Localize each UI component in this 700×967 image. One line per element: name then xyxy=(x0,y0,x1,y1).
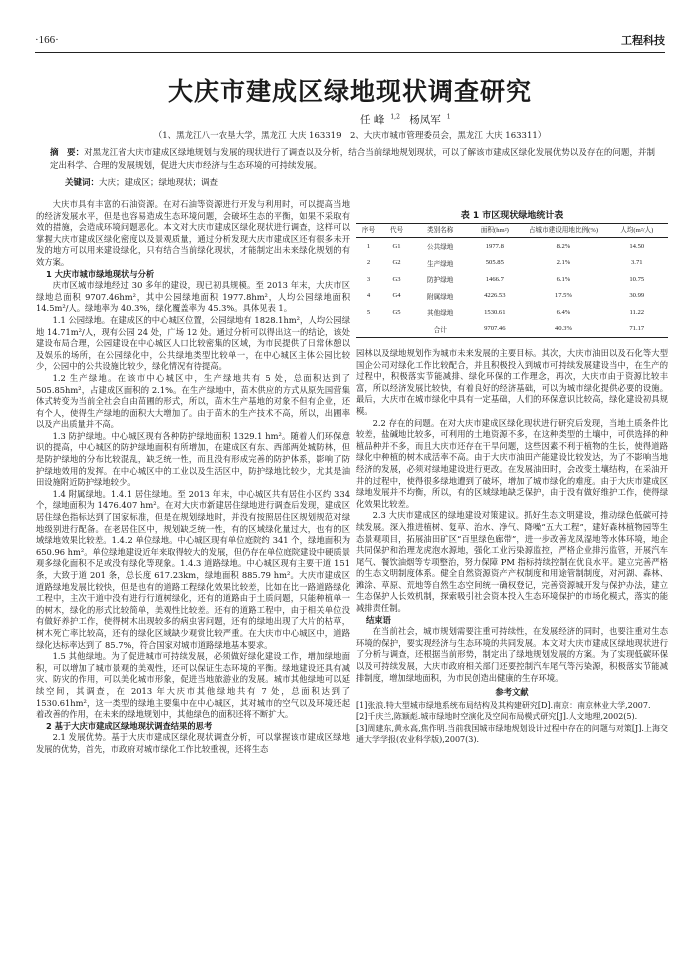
col-header: 类别名称 xyxy=(427,227,454,234)
body-paragraph: 庆市区城市绿地经过 30 多年的建设，现已初具规模。至 2013 年末，大庆市区绿地总面积 9707.46hm²，其中公园绿地面积 1977.8hm²，人均公园绿地面积 14.5m²/人。绿地率为 40.3%，绿化覆盖率为 45.3%。具体见表 1。 xyxy=(36,280,350,314)
references xyxy=(356,687,668,745)
col-header: 代号 xyxy=(389,227,404,234)
affiliation: （1、黑龙江八一农垦大学，黑龙江 大庆 163319 2、大庆市城市管理委员会，黑龙江 大庆 163311） xyxy=(153,131,547,141)
body-paragraph: 大庆市具有丰富的石油资源。在对石油等资源进行开发与利用时，可以提高当地的经济发展水平，但是也容易造成生态环境问题，会破坏生态的平衡，如果不采取有效的措施，会造成环境问题恶化。本文对大庆市建成区绿化现状进行调查，这样可以掌握大庆市建成区绿化密度以及景观质量，通过分析发现大庆市建成区还有很多未开发的地方可以用来建设绿化，只有结合当前绿化现状，才能制定出未来绿化规划的有效方案。 xyxy=(36,199,350,267)
section-heading: 2 基于大庆市建成区绿地现状调查结果的思考 xyxy=(45,720,213,731)
body-paragraph: 1.5 其他绿地。为了促进城市可持续发展，必须做好绿化建设工作，增加绿地面积，可以增加了城市景观的美观性，还可以保证生态环境的平衡。绿地建设还具有减灾、防灾的作用，可以美化城市形象，促进当地旅游业的发展。城市其他绿地可以延续空间，其调查，在 2013 年大庆市其他绿地共有 7 处，总面积达到了 1530.61hm²，这一类型的绿地主要集中在中心城区，其对城市的空气以及环境还起着改善的作用，在未来的绿地规划中，其他绿色的面积还将不断扩大。 xyxy=(36,651,350,720)
left-column xyxy=(36,199,350,756)
table-total-row: 合计 9707.46 40.3% 71.17 xyxy=(356,321,668,338)
body-paragraph: 2.1 发展优势。基于大庆市建成区绿化现状调查分析，可以掌握该市建成区绿地发展的优势，首先，市政府对城市绿化工作比较重视，还将生态 xyxy=(36,732,350,754)
table-row: 5 G5 其他绿地 1530.61 6.4% 11.22 xyxy=(366,308,645,318)
body-paragraph: 2.3 大庆市建成区的绿地建设对策建议。抓好生态文明建设，推动绿色低碳可持续发展。深入推进植树、复草、治水、净气、降噪“五大工程”，建好森林植物园等生态景观项目，拓展油田矿区“百里绿色廊带”，进一步改善龙凤湿地等水体环境，地企共同保护和治理龙虎泡水源地，强化工业污染源监控，严格企业排污监管，开展汽车尾气、餐饮油烟等专项整治，努力保障 PM 指标持续控制在优良水平。建立完善严格的生态文明制度体系。健全自然资源资产产权制度和用途管制制度，对河湖、森林、滩涂、草原、荒地等自然生态空间统一确权登记，完善资源城开发与保护办法，建立生态保护人长效机制，探索吸引社会资本投入生态环境保护的市场化模式，落实的能减排责任制。 xyxy=(356,510,668,614)
reference-item: [1]张浪.特大型城市绿地系统布局结构及其构建研究[D].南京：南京林业大学,2007. xyxy=(356,700,651,710)
author-2: 杨凤军 $^1$ xyxy=(409,113,451,126)
table-1 xyxy=(356,208,668,338)
body-paragraph: 1.3 防护绿地。中心城区现有各种防护绿地面积 1329.1 hm²。随着人们环保意识的提高，中心城区的防护绿地面积有所增加，在建成区有东、西部两处城防林，但是防护绿地的分布比较混乱，缺乏统一性，而且没有形成完善的防护体系，影响了防护绿地效用的发挥。在中心城区中的工业以及生活区中，防护绿地比较少，尤其是油田设施附近防护绿地较少。 xyxy=(36,430,350,488)
keywords-label: 关键词： xyxy=(65,178,100,188)
paper-title: 大庆市建成区绿地现状调查研究 xyxy=(167,77,532,106)
section-heading: 结束语 xyxy=(365,614,391,625)
references-title: 参考文献 xyxy=(495,687,529,698)
body-paragraph: 园林以及绿地规划作为城市未来发展的主要目标。其次，大庆市油田以及石化等大型国企公司对绿化工作比较配合，并且积极投入到城市可持续发展建设当中，在生产的过程中，积极落实节能减排、绿化环保的工作理念，再次，大庆市由于资源比较丰富，所以经济发展比较快，有着良好的经济基础，可以为城市绿化提供必要的设施。最后，大庆市在城市绿化中具有一定基础，人们的环保意识比较高，绿化建设初具规模。 xyxy=(356,348,668,416)
body-paragraph: 1.2 生产绿地。在该市中心城区中，生产绿地共有 5 处，总面积达到了 505.85hm²，占建成区面积的 2.1%。在生产绿地中，苗木供应的方式从原先国营集体式转变为当前全社会自由苗圃的形式，所以，苗木生产基地的对象不但有企业，还有个人，使得生产绿地的面积大大增加了。由于苗木的生产技术不高，所以，出圃率以及产出质量并不高。 xyxy=(36,372,350,430)
table-row: 3 G3 防护绿地 1466.7 6.1% 10.75 xyxy=(366,275,645,285)
reference-item: [2]千庆兰,陈颖彪.城市绿地时空演化及空间布局模式研究[J].人文地理,2002(5). xyxy=(356,712,638,722)
abstract-label: 摘 要： xyxy=(50,148,85,158)
abstract-text: 对黑龙江省大庆市建成区绿地规划与发展的现状进行了调查以及分析，结合当前绿地规划现状，可以了解该市建成区绿化发展优势以及存在的问题，并制定出科学、合理的发展规划，促进大庆市经济与生态环境的可持续发展。 xyxy=(50,148,655,171)
body-paragraph: 2.2 存在的问题。在对大庆市建成区绿化现状进行研究后发现，当地土质条件比较差，盐碱地比较多，可利用的土地资源不多，在这种类型的土壤中，可供选择的种植品种并不多，而且大庆市还存在干旱问题，这些因素不利于植物的生长，使得道路绿化中种植的树木成活率不高。由于大庆市油田产能建设比较发达，为了不影响当地经济的发展，必须对绿地建设进行更改。在发展油田时，会改变土壤结构，在采油开井的过程中，使得很多绿地遭到了破坏，增加了城市绿化的难度。由于大庆市建成区绿地发展并不均衡，所以，有的区域绿地缺乏保护，由于没有做好维护工作，使得绿化效果比较差。 xyxy=(356,417,668,509)
table-header-row xyxy=(356,224,668,238)
section-heading: 1 大庆市城市绿地现状与分析 xyxy=(45,268,155,279)
table-row: 2 G2 生产绿地 505.85 2.1% 3.71 xyxy=(366,259,643,268)
page-number: ·166· xyxy=(35,34,59,46)
col-header: 序号 xyxy=(361,227,376,234)
keywords-text: 大庆；建成区；绿地现状；调查 xyxy=(99,178,219,188)
body-paragraph: 1.4 附属绿地。1.4.1 居住绿地。至 2013 年末，中心城区共有居住小区约 334 个，绿地面积为 1476.407 hm²。在对大庆市新建居住绿地进行调查后发现，建成区居住绿色指标达到了国家标准，但是在规划绿地时，并没有按照居住区规划规范对绿地级别进行配备。在老居住区中，规划缺乏统一性，有的区域绿化量过大，也有的区域绿地效果比较差。1.4.2 单位绿地。中心城区现有单位庭院约 341 个，绿地面积为 650.96 hm²。单位绿地建设近年来取得较大的发展，但仍存在单位庭院建设中硬质景观多绿化面积不足或没有绿化等现象。1.4.3 道路绿地。中心城区现有主要干道 151 条，大致于道 201 条，总长度 617.23km，绿地面积 885.79 hm²。大庆市建成区道路绿地发展比较快，但是也有的道路工程绿化效果比较差，比如在比一路道路绿化工程中，主次干道中没有进行行道树绿化，还有的道路由于土质问题，只能种植单一的树木，绿化的形式比较简单，美观性比较差。还有的道路工程中，由于相关单位没有做好养护工作，使得树木出现较多的病虫害问题，还有的绿地出现了大片的枯草，树木死亡率比较高，还有的绿化区域缺少观赏比较严重。在大庆市中心城区中，道路绿化达标率达到了 85.7%，符合国家对城市道路绿地基本要求。 xyxy=(36,488,350,650)
author-list xyxy=(360,112,457,127)
reference-item: [3]周建东,黄永高,焦作明.当前我国城市绿地规划设计过程中存在的问题与对策[J].上海交通大学学报(农业科学版),2007(3). xyxy=(356,723,668,745)
body-paragraph: 1.1 公园绿地。在建成区的中心城区位置，公园绿地有 1828.1hm²，人均公园绿地 14.71m²/人，现有公园 24 处，广场 12 处。通过分析可以得出这一的结论，该处建设布局合理，公园建设在中心城区人口比较密集的区域，为市民提供了日常休憩以及娱乐的场所，在公园绿化中，公共绿地类型比较单一，在中心城区主体公园比较少，公园中的公共设施比较少，绿化情况有待提高。 xyxy=(36,314,350,372)
right-column xyxy=(356,348,668,745)
col-header: 占城市建设用地比例(%) xyxy=(528,227,599,234)
table-row: 4 G4 附属绿地 4226.53 17.5% 30.99 xyxy=(366,292,645,301)
body-paragraph: 在当前社会，城市规划需要注重可持续性，在发展经济的同时，也要注重对生态环境的保护，要实现经济与生态环境的共同发展。本文对大庆市建成区绿地现状进行了分析与调查，还根据当前形势，制定出了绿地规划发展的方案。为了实现低碳环保以及可持续发展，大庆市政府相关部门还要控制汽车尾气等污染源，积极落实节能减排制度，增加绿地面积，为市民创造出健康的生存环境。 xyxy=(356,626,668,683)
greenspace-table xyxy=(356,223,668,338)
col-header: 人均(m²/人) xyxy=(620,227,654,234)
running-header xyxy=(35,30,665,53)
abstract xyxy=(50,147,655,173)
col-header: 面积(hm²) xyxy=(480,227,509,234)
table-caption: 表 1 市区现状绿地统计表 xyxy=(460,211,564,221)
author-1: 任 峰 $^{1,2}$ xyxy=(360,113,400,126)
table-row: 1 G1 公共绿地 1977.8 8.2% 14.50 xyxy=(366,242,645,252)
journal-name: 工程科技 xyxy=(621,34,665,47)
keywords xyxy=(65,176,218,188)
